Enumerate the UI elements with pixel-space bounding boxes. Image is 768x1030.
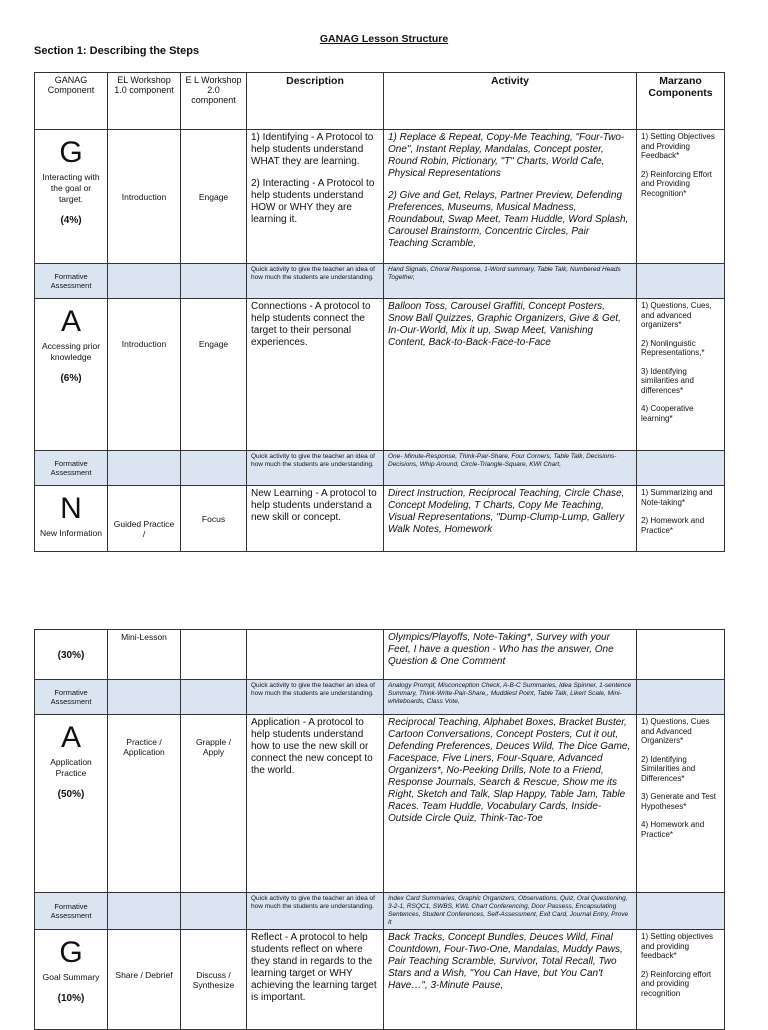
formative-description: Quick activity to give the teacher an idea of how much the students are understanding. [247, 680, 384, 715]
activity-cell: Balloon Toss, Carousel Graffiti, Concept Posters, Snow Ball Quizzes, Graphic Organizers, Give & Get, In-Our-World, Mix it up, Swap Meet, Vanishing Content, Back-to-Back-Face-to-Face [384, 299, 637, 451]
table-row-new-info [35, 486, 725, 552]
ganag-table-part-1 [34, 72, 725, 552]
marzano-cell [637, 486, 725, 552]
component-cell [35, 630, 108, 680]
description-cell: Connections - A protocol to help students connect the target to their personal experiences. [247, 299, 384, 451]
marzano-item: 1) Questions, Cues, and advanced organizers* [641, 301, 712, 329]
table-row-application [35, 715, 725, 893]
component-percent: (30%) [57, 650, 85, 661]
table-row-formative [35, 451, 725, 486]
empty-cell [637, 630, 725, 680]
activity-cell: Back Tracks, Concept Bundles, Deuces Wild, Final Countdown, Four-Two-One, Mandalas, Muddy Paws, Pair Teaching Scramble, Survivor, Total Recall, Two Stars and a Wish, "You Can Have, but You Can't Have…", 3-Minute Pause, [384, 930, 637, 1030]
marzano-item: 1) Questions, Cues and Advanced Organizers* [641, 717, 710, 745]
empty-cell [108, 893, 181, 930]
formative-activity: Hand Signals, Choral Response, 1-Word summary, Table Talk, Numbered Heads Together, [384, 264, 637, 299]
header-marzano: Marzano Components [637, 73, 725, 130]
component-letter: N [60, 492, 82, 525]
formative-activity: One- Minute-Response, Think-Pair-Share, Four Corners, Table Talk, Decisions-Decisions, Whip Around, Circle-Triangle-Square, KWI Chart, [384, 451, 637, 486]
table-row-access [35, 299, 725, 451]
activity-text: 1) Replace & Repeat, Copy-Me Teaching, "Four-Two-One", Instant Replay, Mandalas, Concept poster, Round Robin, Pictionary, "T" Charts, World Cafe, Physical Representations [388, 132, 625, 179]
header-component: GANAG Component [35, 73, 108, 130]
marzano-item: 3) Identifying similarities and differences* [641, 366, 694, 395]
table-row-formative [35, 680, 725, 715]
component-cell [35, 130, 108, 264]
ganag-table-part-2 [34, 629, 725, 1030]
component-name: New Information [40, 528, 102, 538]
formative-activity: Index Card Summaries, Graphic Organizers, Observations, Quiz, Oral Questioning, 3-2-1, RSQC1, SWBS, KWL Chart Conferencing, Door Passess, Encapsulating Sentences, Student Conferences, Self-Assessment, Exit Card, Journal Entry, Prove It [384, 893, 637, 930]
description-cell: New Learning - A protocol to help students understand a new skill or concept. [247, 486, 384, 552]
formative-label: Formative Assessment [35, 451, 108, 486]
empty-cell [637, 680, 725, 715]
marzano-item: 2) Reinforcing Effort and Providing Recognition* [641, 169, 712, 198]
el2-cell: Grapple / Apply [181, 715, 247, 893]
empty-cell [181, 680, 247, 715]
empty-cell [108, 680, 181, 715]
description-cell: Reflect - A protocol to help students reflect on where they stand in regards to the learning target or WHY achieving the learning target is important. [247, 930, 384, 1030]
el1-cell: Guided Practice / [108, 486, 181, 552]
header-activity: Activity [384, 73, 637, 130]
formative-description: Quick activity to give the teacher an idea of how much the students are understanding. [247, 264, 384, 299]
formative-activity: Analogy Prompt, Misconception Check, A-B-C Summaries, Idea Spinner, 1-sentence Summary, Think-Write-Pair-Share,, Muddiest Point, Table Talk, Likert Scale, Mini-whiteboards, Class Vote, [384, 680, 637, 715]
formative-label: Formative Assessment [35, 264, 108, 299]
component-name: Accessing prior knowledge [41, 341, 101, 362]
empty-cell [637, 264, 725, 299]
empty-cell [247, 630, 384, 680]
el2-cell: Discuss / Synthesize [181, 930, 247, 1030]
component-letter: G [59, 936, 83, 969]
el2-cell: Focus [181, 486, 247, 552]
activity-cell: Direct Instruction, Reciprocal Teaching, Circle Chase, Concept Modeling, T Charts, Copy Me Teaching, Visual Representations, "Dump-Clump-Lump, Gallery Walk Notes, Homework [384, 486, 637, 552]
component-cell [35, 299, 108, 451]
component-cell [35, 486, 108, 552]
component-letter: G [59, 136, 83, 169]
marzano-item: 4) Homework and Practice* [641, 820, 705, 839]
el1-cell: Share / Debrief [108, 930, 181, 1030]
description-text: 2) Interacting - A Protocol to help students understand HOW or WHY they are learning it. [251, 178, 375, 225]
table-row-formative [35, 893, 725, 930]
marzano-item: 2) Reinforcing effort and providing recognition [641, 969, 712, 998]
table-header-row [35, 73, 725, 130]
empty-cell [181, 630, 247, 680]
section-title: Section 1: Describing the Steps [34, 45, 200, 57]
table-row-formative [35, 264, 725, 299]
component-percent: (50%) [57, 789, 85, 800]
marzano-item: 1) Setting objectives and providing feedback* [641, 932, 714, 960]
marzano-item: 1) Summarizing and Note-taking* [641, 488, 713, 507]
marzano-cell [637, 299, 725, 451]
component-letter: A [60, 305, 81, 338]
el1-cell: Mini-Lesson [108, 630, 181, 680]
component-percent: (10%) [57, 993, 85, 1004]
header-description: Description [247, 73, 384, 130]
activity-cell: Reciprocal Teaching, Alphabet Boxes, Bracket Buster, Cartoon Conversations, Concept Posters, Cut it out, Defending Preferences, Deuces Wild, The Dice Game, Facespace, Five Liners, Four-Square, Advanced Organizers*, No-Peeking Drills, Note to a Friend, Response Journals, Search & Rescue, Show me its Right, Sketch and Talk, Slap Happy, Table Jam, Table Races. Team Huddle, Vocabulary Cards, Inside-Outside Circle Quiz, Think-Tac-Toe [384, 715, 637, 893]
empty-cell [181, 451, 247, 486]
marzano-item: 2) Identifying Similarities and Differences* [641, 754, 696, 783]
marzano-item: 1) Setting Objectives and Providing Feedback* [641, 132, 715, 160]
activity-cell [384, 130, 637, 264]
document-title: GANAG Lesson Structure [319, 33, 449, 45]
component-name: Application Practice [50, 757, 92, 778]
header-el2: E L Workshop 2.0 component [181, 73, 247, 130]
empty-cell [637, 893, 725, 930]
marzano-item: 2) Nonlinguistic Representations,* [641, 338, 705, 357]
description-text: 1) Identifying - A Protocol to help students understand WHAT they are learning. [251, 132, 374, 167]
component-cell [35, 930, 108, 1030]
empty-cell [181, 893, 247, 930]
component-name: Interacting with the goal or target. [42, 172, 100, 204]
activity-text: 2) Give and Get, Relays, Partner Preview, Defending Preferences, Museums, Musical Madness, Roundabout, Swap Meet, Team Huddle, Word Splash, Carousel Brainstorm, Concentric Circles, Pair Teaching Scramble, [388, 190, 629, 249]
component-percent: (6%) [60, 373, 82, 384]
description-cell [247, 130, 384, 264]
el2-cell: Engage [181, 130, 247, 264]
empty-cell [108, 264, 181, 299]
marzano-cell [637, 130, 725, 264]
el2-cell: Engage [181, 299, 247, 451]
empty-cell [181, 264, 247, 299]
marzano-cell [637, 930, 725, 1030]
marzano-item: 2) Homework and Practice* [641, 516, 705, 535]
table-row-goal-summary [35, 930, 725, 1030]
component-name: Goal Summary [42, 972, 100, 982]
activity-cell: Olympics/Playoffs, Note-Taking*, Survey with your Feet, I have a question - Who has the answer, One Question & One Comment [384, 630, 637, 680]
formative-description: Quick activity to give the teacher an idea of how much the students are understanding. [247, 893, 384, 930]
table-row-goal [35, 130, 725, 264]
empty-cell [108, 451, 181, 486]
marzano-item: 4) Cooperative learning* [641, 404, 694, 423]
component-letter: A [60, 721, 81, 754]
component-cell [35, 715, 108, 893]
empty-cell [637, 451, 725, 486]
el1-cell: Practice / Application [108, 715, 181, 893]
el1-cell: Introduction [108, 299, 181, 451]
marzano-cell [637, 715, 725, 893]
description-cell: Application - A protocol to help students understand how to use the new skill or connect the new concept to the world. [247, 715, 384, 893]
marzano-item: 3) Generate and Test Hypotheses* [641, 792, 717, 811]
el1-cell: Introduction [108, 130, 181, 264]
header-el1: EL Workshop 1.0 component [108, 73, 181, 130]
formative-label: Formative Assessment [35, 893, 108, 930]
formative-description: Quick activity to give the teacher an idea of how much the students are understanding. [247, 451, 384, 486]
formative-label: Formative Assessment [35, 680, 108, 715]
component-percent: (4%) [60, 215, 82, 226]
table-row-new-info-continued [35, 630, 725, 680]
